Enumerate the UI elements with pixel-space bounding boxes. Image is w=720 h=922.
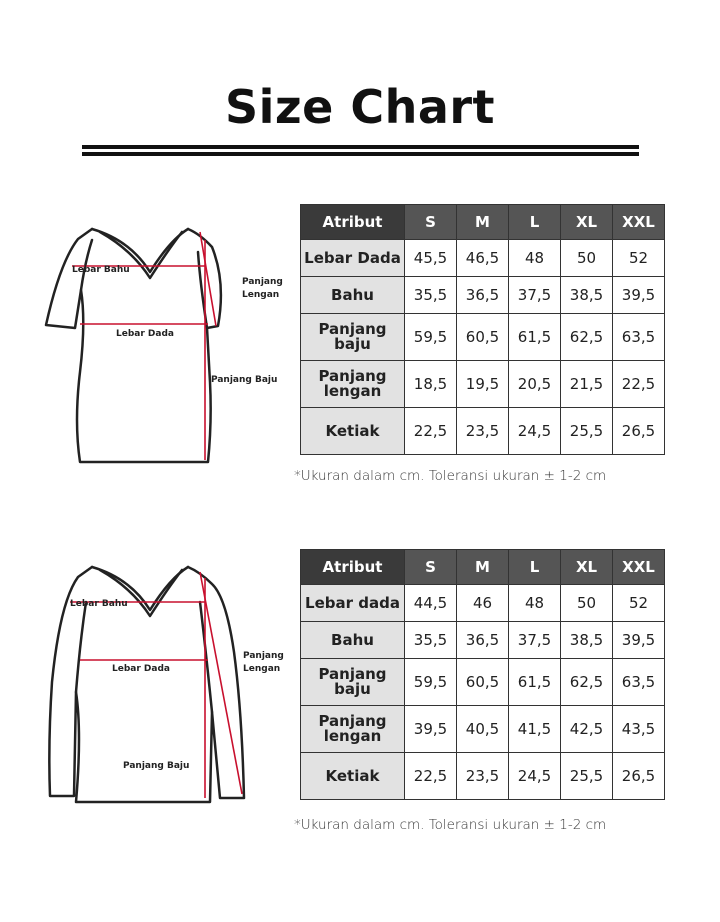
label-lebar-bahu: Lebar Bahu bbox=[70, 599, 128, 609]
table-cell: 39,5 bbox=[405, 706, 457, 753]
header-size-xl: XL bbox=[561, 550, 613, 585]
header-atribut: Atribut bbox=[301, 550, 405, 585]
table-cell: 59,5 bbox=[405, 659, 457, 706]
table-cell: 61,5 bbox=[509, 314, 561, 361]
row-label: Lebar dada bbox=[301, 585, 405, 622]
label-panjang-lengan-2: Lengan bbox=[242, 290, 280, 300]
table-cell: 63,5 bbox=[613, 659, 665, 706]
table-cell: 39,5 bbox=[613, 622, 665, 659]
table-cell: 62,5 bbox=[561, 659, 613, 706]
table-cell: 22,5 bbox=[613, 361, 665, 408]
table-cell: 25,5 bbox=[561, 408, 613, 455]
table-row bbox=[301, 408, 665, 455]
page-title: Size Chart bbox=[224, 80, 496, 134]
table-cell: 25,5 bbox=[561, 753, 613, 800]
table-cell: 60,5 bbox=[457, 314, 509, 361]
table-cell: 22,5 bbox=[405, 753, 457, 800]
row-label: Ketiak bbox=[301, 753, 405, 800]
label-panjang-lengan-2: Lengan bbox=[243, 664, 281, 674]
table-cell: 19,5 bbox=[457, 361, 509, 408]
header-size-s: S bbox=[405, 550, 457, 585]
table-row bbox=[301, 585, 665, 622]
row-label: Lebar Dada bbox=[301, 240, 405, 277]
table-cell: 41,5 bbox=[509, 706, 561, 753]
table-cell: 52 bbox=[613, 585, 665, 622]
table-cell: 18,5 bbox=[405, 361, 457, 408]
header-size-xxl: XXL bbox=[613, 550, 665, 585]
label-panjang-lengan-1: Panjang bbox=[243, 651, 284, 661]
table-cell: 22,5 bbox=[405, 408, 457, 455]
title-rule-top bbox=[82, 145, 639, 149]
table-cell: 63,5 bbox=[613, 314, 665, 361]
table-cell: 20,5 bbox=[509, 361, 561, 408]
table-cell: 48 bbox=[509, 585, 561, 622]
short-sleeve-shirt-diagram bbox=[30, 222, 283, 472]
table-cell: 46,5 bbox=[457, 240, 509, 277]
table-cell: 62,5 bbox=[561, 314, 613, 361]
size-note: *Ukuran dalam cm. Toleransi ukuran ± 1-2 cm bbox=[294, 817, 607, 833]
table-cell: 23,5 bbox=[457, 753, 509, 800]
label-lebar-dada: Lebar Dada bbox=[112, 664, 170, 674]
size-table-long-sleeve bbox=[300, 549, 665, 800]
row-label: Bahu bbox=[301, 622, 405, 659]
row-label: Panjang lengan bbox=[301, 361, 405, 408]
table-cell: 24,5 bbox=[509, 753, 561, 800]
table-cell: 39,5 bbox=[613, 277, 665, 314]
table-cell: 26,5 bbox=[613, 408, 665, 455]
table-cell: 46 bbox=[457, 585, 509, 622]
row-label: Panjang lengan bbox=[301, 706, 405, 753]
table-row bbox=[301, 659, 665, 706]
table-cell: 60,5 bbox=[457, 659, 509, 706]
table-cell: 35,5 bbox=[405, 277, 457, 314]
header-size-l: L bbox=[509, 550, 561, 585]
table-cell: 42,5 bbox=[561, 706, 613, 753]
table-row bbox=[301, 706, 665, 753]
table-cell: 50 bbox=[561, 585, 613, 622]
table-cell: 38,5 bbox=[561, 277, 613, 314]
table-cell: 43,5 bbox=[613, 706, 665, 753]
label-panjang-baju: Panjang Baju bbox=[123, 761, 190, 771]
table-cell: 21,5 bbox=[561, 361, 613, 408]
table-cell: 37,5 bbox=[509, 622, 561, 659]
header-atribut: Atribut bbox=[301, 205, 405, 240]
label-lebar-dada: Lebar Dada bbox=[116, 329, 174, 339]
table-cell: 45,5 bbox=[405, 240, 457, 277]
long-sleeve-shirt-diagram bbox=[30, 562, 284, 807]
header-size-m: M bbox=[457, 205, 509, 240]
table-cell: 26,5 bbox=[613, 753, 665, 800]
table-cell: 24,5 bbox=[509, 408, 561, 455]
row-label: Panjang baju bbox=[301, 314, 405, 361]
row-label: Panjang baju bbox=[301, 659, 405, 706]
table-row bbox=[301, 240, 665, 277]
label-panjang-baju: Panjang Baju bbox=[211, 375, 278, 385]
table-row bbox=[301, 622, 665, 659]
table-row bbox=[301, 314, 665, 361]
size-table-short-sleeve bbox=[300, 204, 665, 455]
table-cell: 36,5 bbox=[457, 277, 509, 314]
table-row bbox=[301, 753, 665, 800]
table-cell: 37,5 bbox=[509, 277, 561, 314]
row-label: Ketiak bbox=[301, 408, 405, 455]
table-cell: 35,5 bbox=[405, 622, 457, 659]
label-lebar-bahu: Lebar Bahu bbox=[72, 265, 130, 275]
table-cell: 50 bbox=[561, 240, 613, 277]
table-cell: 59,5 bbox=[405, 314, 457, 361]
header-size-m: M bbox=[457, 550, 509, 585]
size-note: *Ukuran dalam cm. Toleransi ukuran ± 1-2 cm bbox=[294, 468, 607, 484]
title-rule-bottom bbox=[82, 152, 639, 156]
row-label: Bahu bbox=[301, 277, 405, 314]
table-row bbox=[301, 277, 665, 314]
table-cell: 38,5 bbox=[561, 622, 613, 659]
header-size-l: L bbox=[509, 205, 561, 240]
table-cell: 48 bbox=[509, 240, 561, 277]
header-size-s: S bbox=[405, 205, 457, 240]
table-cell: 40,5 bbox=[457, 706, 509, 753]
table-cell: 23,5 bbox=[457, 408, 509, 455]
table-cell: 52 bbox=[613, 240, 665, 277]
table-cell: 44,5 bbox=[405, 585, 457, 622]
header-size-xl: XL bbox=[561, 205, 613, 240]
table-cell: 36,5 bbox=[457, 622, 509, 659]
header-size-xxl: XXL bbox=[613, 205, 665, 240]
table-row bbox=[301, 361, 665, 408]
label-panjang-lengan-1: Panjang bbox=[242, 277, 283, 287]
table-cell: 61,5 bbox=[509, 659, 561, 706]
